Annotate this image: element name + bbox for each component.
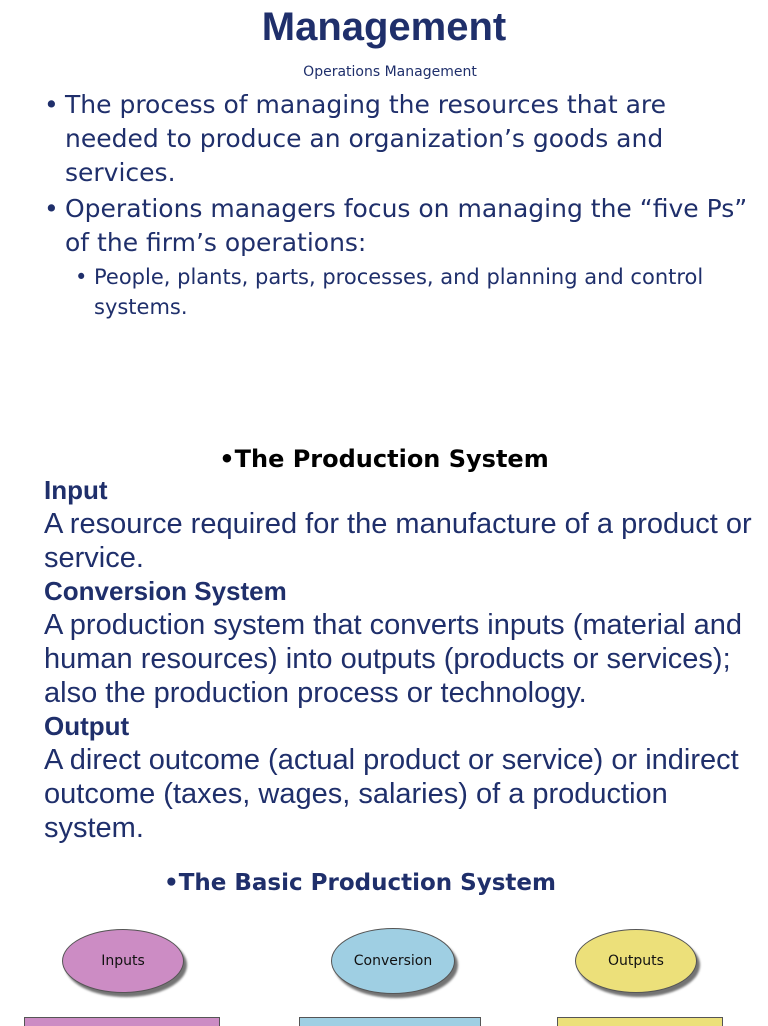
- input-definition: A resource required for the manufacture of a product or service.: [44, 508, 752, 574]
- output-term: Output: [44, 711, 130, 741]
- slide-subtitle: Operations Management: [303, 64, 477, 80]
- outputs-node: [575, 929, 697, 993]
- inputs-label: Inputs: [101, 953, 145, 969]
- bullet-list: [44, 88, 760, 322]
- conversion-term: Conversion System: [44, 576, 287, 606]
- outputs-detail-box: [557, 1017, 723, 1026]
- input-term: Input: [44, 475, 108, 505]
- inputs-detail-box: [24, 1017, 220, 1026]
- outputs-label: Outputs: [608, 953, 664, 969]
- basic-production-system-title: •The Basic Production System: [164, 870, 556, 896]
- definitions-block: [44, 474, 760, 864]
- inputs-node: [62, 929, 184, 993]
- conversion-node: [331, 928, 455, 994]
- conversion-detail-box: [299, 1017, 481, 1026]
- bullet-definition: • The process of managing the resources that are needed to produce an organization’s goods and services.: [44, 88, 760, 190]
- subbullet-five-ps-list: • People, plants, parts, processes, and planning and control systems.: [44, 262, 760, 322]
- bullet-five-ps: • Operations managers focus on managing the “five Ps” of the firm’s operations:: [44, 192, 760, 260]
- slide-title: Management: [261, 5, 507, 49]
- conversion-definition: A production system that converts inputs (material and human resources) into outputs (products or services); also the production process or technology.: [44, 609, 742, 709]
- output-definition: A direct outcome (actual product or service) or indirect outcome (taxes, wages, salaries) of a production system.: [44, 744, 739, 844]
- production-system-title: •The Production System: [219, 445, 549, 473]
- conversion-label: Conversion: [353, 953, 433, 969]
